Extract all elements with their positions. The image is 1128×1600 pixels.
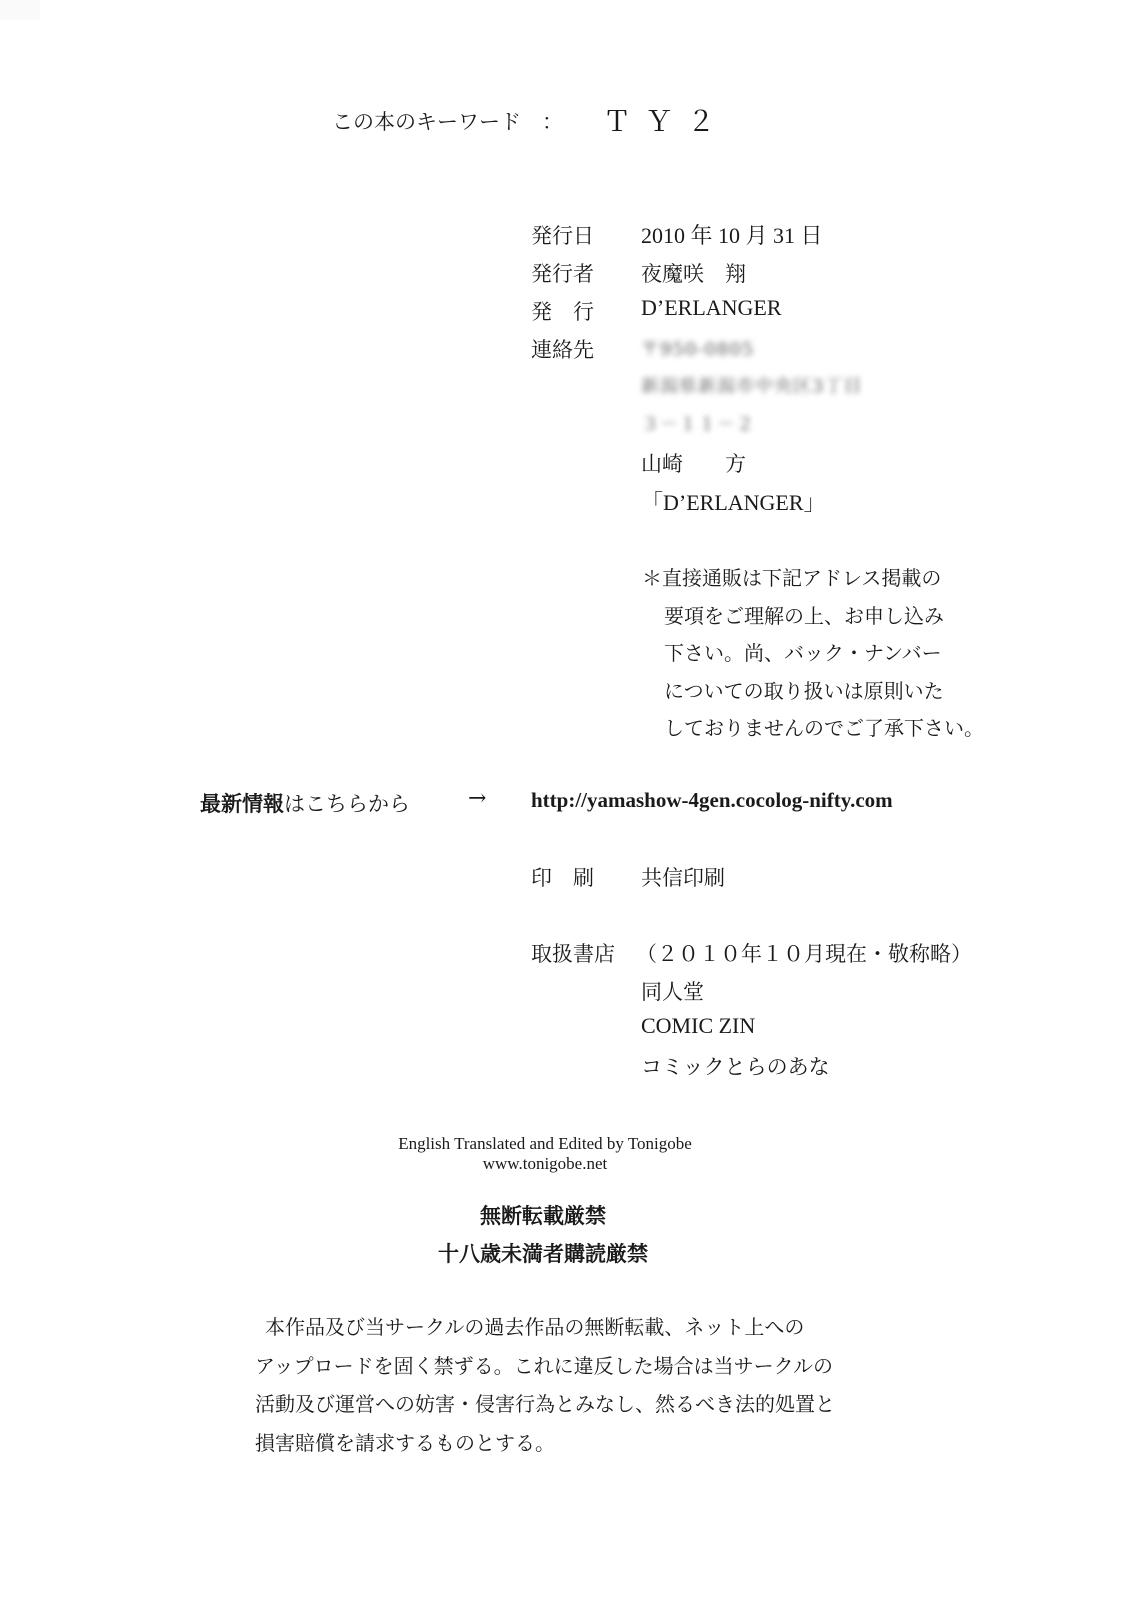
contact-address-line: 新潟県新潟市中央区3丁目 [641,376,863,397]
website-url: http://yamashow-4gen.cocolog-nifty.com [531,788,893,812]
issue-date-value: 2010 年 10 月 31 日 [641,223,823,248]
paragraph-line: 活動及び運営への妨害・侵害行為とみなし、然るべき法的処置と [255,1392,835,1416]
stores-note: （２０１０年１０月現在・敬称略） [636,942,972,966]
contact-circle-name: 「D’ERLANGER」 [641,490,826,515]
issuer-label: 発 行 [531,300,594,324]
contact-address-number: ３－１１－２ [641,414,755,435]
paragraph-line: 損害賠償を請求するものとする。 [255,1430,555,1455]
printing-value: 共信印刷 [641,866,725,890]
publisher-value: 夜魔咲 翔 [641,262,746,286]
store-item: COMIC ZIN [641,1013,756,1038]
contact-care-of: 山崎 方 [641,452,746,476]
mail-order-note [642,560,984,748]
note-line: ＊直接通販は下記アドレス掲載の [642,566,942,590]
contact-label: 連絡先 [531,338,594,362]
no-reprint-warning: 無断転載厳禁 [480,1203,606,1228]
store-item: 同人堂 [641,980,704,1004]
contact-postal-code: 〒950-0805 [641,339,755,360]
keyword-label: この本のキーワード ： [332,110,563,134]
issuer-value: D’ERLANGER [641,295,782,320]
translation-credit [0,1134,1090,1174]
note-line: 下さい。尚、バック・ナンバー [664,641,942,666]
latest-info-label-bold: 最新情報 [200,791,284,816]
note-line: についての取り扱いは原則いた [664,678,944,703]
keyword-value: ＴＹ２ [603,105,730,138]
credit-url: www.tonigobe.net [482,1154,608,1173]
legal-paragraph [255,1308,835,1462]
age-restriction-warning: 十八歳未満者購読厳禁 [438,1241,648,1266]
page-corner-mark [0,0,40,20]
latest-info-label-rest: はこちらから [284,792,410,816]
publisher-label: 発行者 [531,262,594,286]
issue-date-label: 発行日 [531,224,594,248]
paragraph-line: 本作品及び当サークルの過去作品の無断転載、ネット上への [265,1315,805,1339]
arrow-right-icon: → [468,786,487,811]
stores-label: 取扱書店 [531,942,615,966]
credit-line: English Translated and Edited by Tonigobe [398,1134,692,1153]
note-line: 要項をご理解の上、お申し込み [664,603,944,628]
latest-info-label [200,788,410,818]
printing-label: 印 刷 [531,866,594,890]
paragraph-line: アップロードを固く禁ずる。これに違反した場合は当サークルの [255,1353,833,1378]
note-line: しておりませんのでご了承下さい。 [664,716,984,741]
store-item: コミックとらのあな [641,1055,830,1079]
